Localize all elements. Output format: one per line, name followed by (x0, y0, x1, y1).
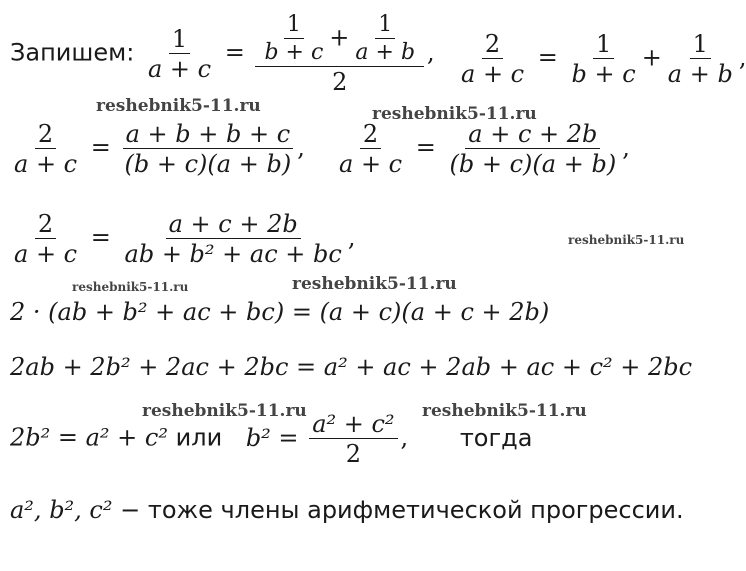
conclusion-text: − тоже члены арифметической прогрессии. (120, 496, 684, 524)
watermark: reshebnik5-11.ru (372, 104, 537, 124)
watermark: reshebnik5-11.ru (72, 280, 189, 294)
eq-line-5: 2ab + 2b² + 2ac + 2bc = a² + ac + 2ab + ac + c² + 2bc (10, 353, 693, 381)
then-label: тогда (459, 423, 533, 452)
watermark: reshebnik5-11.ru (96, 96, 261, 116)
watermark: reshebnik5-11.ru (568, 233, 685, 247)
eq-line-1-right: $\frac{2}{a + c}$ = $\frac{1}{b + c}$ + $\frac{1}{a + b}$ , (461, 30, 746, 88)
conclusion-line: a², b², c² − тоже члены арифметической прогрессии. (10, 496, 684, 524)
eq-line-2-left: $\frac{2}{a + c}$ = $\frac{a + b + b + c}{(b + c)(a + b)}$ , (14, 120, 305, 178)
watermark: reshebnik5-11.ru (142, 401, 307, 421)
write-label: Запишем: (10, 38, 135, 67)
watermark: reshebnik5-11.ru (292, 274, 457, 294)
or-label: или (175, 423, 223, 452)
eq-line-4: 2 · (ab + b² + ac + bc) = (a + c)(a + c + 2b) (10, 298, 550, 326)
eq-line-2-right: $\frac{2}{a + c}$ = $\frac{a + c + 2b}{(b + c)(a + b)}$ , (339, 120, 630, 178)
eq-line-3: $\frac{2}{a + c}$ = $\frac{a + c + 2b}{\text{ab + b² + ac + bc}}$ , (14, 210, 356, 268)
compound-fraction: $\frac{1}{b + c}$ + $\frac{1}{a + b}$ 2 (255, 14, 424, 94)
fraction: $\frac{1}{a + c}$ (147, 25, 212, 83)
eq-line-6: 2b² = a² + c² или b² = $\frac{\text{a² + c²}}{2}$ , тогда (10, 410, 533, 468)
watermark: reshebnik5-11.ru (422, 401, 587, 421)
eq-line-1-left: Запишем: $\frac{1}{a + c}$ = $\frac{1}{b + c}$ + $\frac{1}{a + b}$ 2 , (10, 12, 435, 96)
